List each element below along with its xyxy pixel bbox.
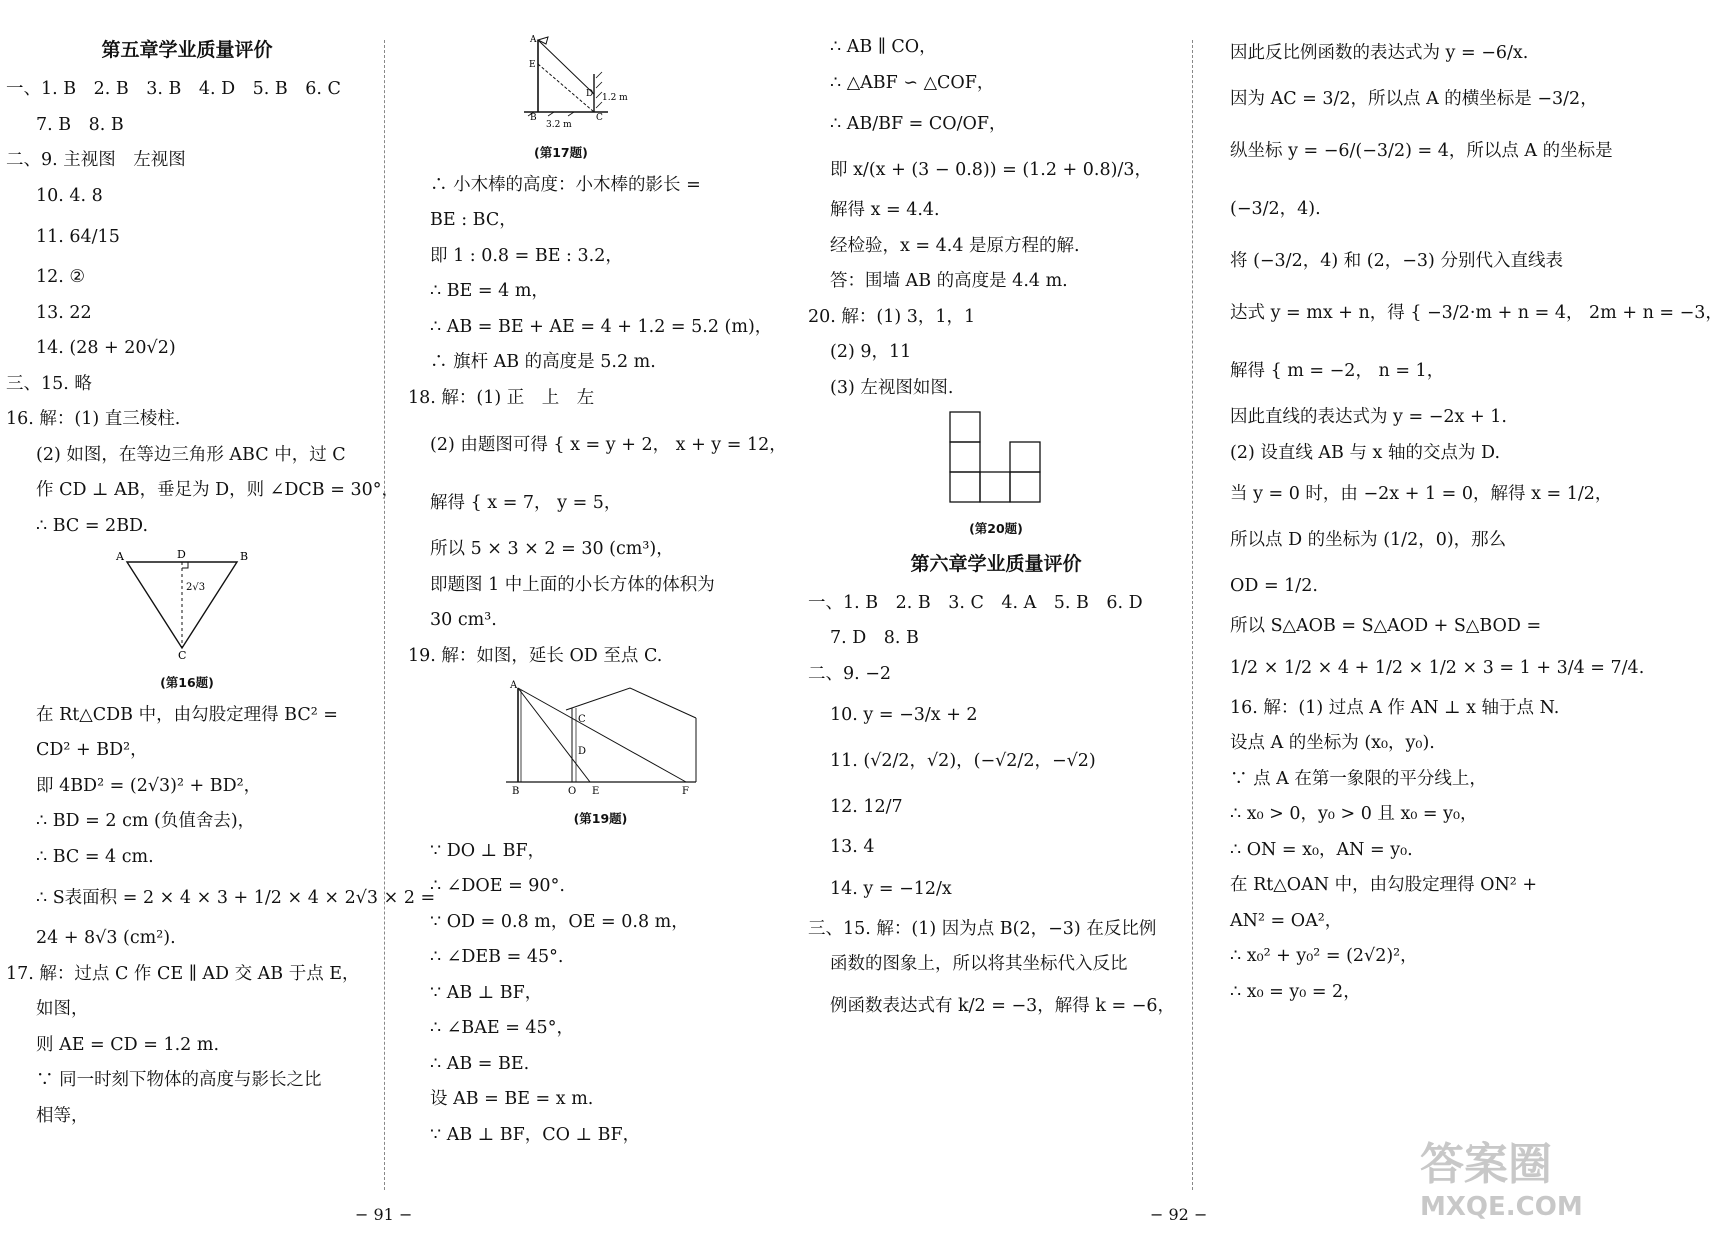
text-line: 14. (28 + 20√2) <box>36 338 176 358</box>
text-line: 16. 解：(1) 直三棱柱. <box>6 409 181 429</box>
text-line: AN² = OA²， <box>1230 910 1343 931</box>
text-line: 当 y = 0 时，由 −2x + 1 = 0，解得 x = 1/2， <box>1230 484 1613 504</box>
label-c: C <box>577 714 586 725</box>
text-line: ∵ DO ⊥ BF， <box>430 840 546 861</box>
figure-caption: (第17题) <box>534 144 588 160</box>
text-line: 解得 { m = −2， n = 1， <box>1230 361 1445 381</box>
figure-caption: (第19题) <box>573 810 628 826</box>
text-line: ∴ x₀ = y₀ = 2， <box>1230 981 1361 1002</box>
text-line: 13. 4 <box>830 837 875 857</box>
text-line: 相等， <box>36 1105 89 1126</box>
watermark-bottom: MXQE.COM <box>1420 1192 1583 1222</box>
text-line: 30 cm³. <box>430 610 497 630</box>
label-a: A <box>116 550 124 563</box>
text-line: 11. (√2/2，√2)，(−√2/2，−√2) <box>830 751 1096 771</box>
figure-caption: (第20题) <box>969 520 1023 536</box>
text-line: (2) 由题图可得 { x = y + 2， x + y = 12， <box>430 435 787 455</box>
text-line: 12. ② <box>36 267 86 287</box>
text-line: ∴ AB = BE. <box>430 1053 530 1074</box>
text-line: 三、15. 解：(1) 因为点 B(2，−3) 在反比例 <box>808 918 1157 939</box>
text-line: 作 CD ⊥ AB，垂足为 D，则 ∠DCB = 30°， <box>36 480 399 500</box>
text-line: 将 (−3/2，4) 和 (2，−3) 分别代入直线表 <box>1230 251 1563 271</box>
label-e: E <box>591 786 599 797</box>
column-1 <box>6 0 436 1205</box>
text-line: 则 AE = CD = 1.2 m. <box>36 1034 220 1055</box>
label-a: A <box>530 35 537 45</box>
label-c: C <box>596 113 603 123</box>
triangle-diagram <box>112 548 262 660</box>
text-line: 7. B 8. B <box>36 114 124 135</box>
text-line: ∴ BC = 2BD. <box>36 515 149 536</box>
text-line: 所以点 D 的坐标为 (1/2，0)，那么 <box>1230 530 1507 550</box>
text-line: 即 x/(x + (3 − 0.8)) = (1.2 + 0.8)/3， <box>830 160 1152 180</box>
text-line: 因此反比例函数的表达式为 y = −6/x. <box>1230 43 1529 63</box>
label-d: D <box>177 548 186 561</box>
text-line: 17. 解：过点 C 作 CE ∥ AD 交 AB 于点 E， <box>6 963 360 984</box>
text-line: 即题图 1 中上面的小长方体的体积为 <box>430 574 715 595</box>
text-line: 即 1 : 0.8 = BE : 3.2， <box>430 245 623 266</box>
text-line: ∴ ON = x₀，AN = y₀. <box>1230 839 1413 860</box>
text-line: 在 Rt△OAN 中，由勾股定理得 ON² + <box>1230 875 1538 895</box>
figure-16 <box>6 548 368 692</box>
text-line: 16. 解：(1) 过点 A 作 AN ⊥ x 轴于点 N. <box>1230 697 1560 718</box>
text-line: ∴ BD = 2 cm (负值舍去)， <box>36 811 256 831</box>
text-line: ∵ AB ⊥ BF， <box>430 982 543 1003</box>
text-line: 所以 5 × 3 × 2 = 30 (cm³)， <box>430 539 674 559</box>
page-number-left: − 91 − <box>355 1205 413 1224</box>
figure-caption: (第16题) <box>160 674 214 690</box>
text-line: ∴ BC = 4 cm. <box>36 846 154 867</box>
watermark <box>1420 1140 1590 1240</box>
text-line: 函数的图象上，所以将其坐标代入反比 <box>830 954 1128 974</box>
wall-house-diagram <box>496 678 706 796</box>
text-line: BE : BC， <box>430 210 517 230</box>
page-number-right: − 92 − <box>1150 1205 1208 1224</box>
text-line: ∴ AB = BE + AE = 4 + 1.2 = 5.2 (m)， <box>430 316 773 337</box>
text-line: 二、9. 主视图 左视图 <box>6 150 186 170</box>
text-line: 达式 y = mx + n，得 { −3/2·m + n = 4， 2m + n = −3， <box>1230 303 1723 323</box>
text-line: CD² + BD²， <box>36 740 148 760</box>
text-line: 纵坐标 y = −6/(−3/2) = 4，所以点 A 的坐标是 <box>1230 141 1613 161</box>
flagpole-diagram <box>516 34 636 130</box>
text-line: ∵ OD = 0.8 m，OE = 0.8 m， <box>430 911 689 932</box>
text-line: ∵ 点 A 在第一象限的平分线上， <box>1230 768 1487 789</box>
text-line: 因为 AC = 3/2，所以点 A 的横坐标是 −3/2， <box>1230 89 1598 109</box>
text-line: 解得 x = 4.4. <box>830 200 940 220</box>
label-f: F <box>681 786 689 797</box>
text-line: (−3/2，4). <box>1230 199 1321 219</box>
watermark-top: 答案圈 <box>1420 1139 1552 1190</box>
label-b: B <box>530 113 537 123</box>
text-line: ∴ AB ∥ CO， <box>830 37 937 57</box>
figure-17 <box>408 34 793 162</box>
text-line: ∴ AB/BF = CO/OF， <box>830 114 1007 134</box>
text-line: (2) 9，11 <box>830 342 912 362</box>
text-line: 所以 S△AOB = S△AOD + S△BOD = <box>1230 616 1542 636</box>
text-line: ∵ AB ⊥ BF，CO ⊥ BF， <box>430 1124 641 1145</box>
text-line: 在 Rt△CDB 中，由勾股定理得 BC² = <box>36 704 338 725</box>
text-line: ∴ ∠DEB = 45°. <box>430 947 564 967</box>
text-line: ∴ x₀² + y₀² = (2√2)²， <box>1230 946 1418 966</box>
text-line: 三、15. 略 <box>6 373 92 394</box>
text-line: 20. 解：(1) 3，1，1 <box>808 306 976 327</box>
text-line: 24 + 8√3 (cm²). <box>36 928 176 948</box>
text-line: ∴ S表面积 = 2 × 4 × 3 + 1/2 × 4 × 2√3 × 2 = <box>36 888 436 908</box>
label-o: O <box>567 786 576 797</box>
text-line: 14. y = −12/x <box>830 878 952 899</box>
label-a: A <box>509 680 517 691</box>
label-c: C <box>178 649 187 662</box>
text-line: 即 4BD² = (2√3)² + BD²， <box>36 775 262 796</box>
column-2 <box>408 0 793 1205</box>
chapter-title: 第五章学业质量评价 <box>101 39 273 61</box>
text-line: 经检验，x = 4.4 是原方程的解. <box>830 235 1080 256</box>
figure-19 <box>408 678 793 828</box>
text-line: ∴ △ABF ∽ △COF， <box>830 72 995 93</box>
label-d: D <box>586 89 594 99</box>
text-line: 解得 { x = 7， y = 5， <box>430 493 622 513</box>
label-length: 2√3 <box>186 582 206 593</box>
text-line: 19. 解：如图，延长 OD 至点 C. <box>408 645 663 666</box>
label-shadow: 3.2 m <box>546 120 572 130</box>
text-line: (2) 如图，在等边三角形 ABC 中，过 C <box>36 444 346 465</box>
label-b: B <box>511 786 519 797</box>
chapter-title: 第六章学业质量评价 <box>910 552 1082 575</box>
text-line: ∴ x₀ > 0，y₀ > 0 且 x₀ = y₀， <box>1230 804 1478 824</box>
text-line: 13. 22 <box>36 302 92 323</box>
column-3 <box>808 0 1184 1205</box>
column-4 <box>1230 0 1723 1205</box>
text-line: ∴ ∠BAE = 45°， <box>430 1018 574 1038</box>
left-view-grid <box>946 410 1046 506</box>
text-line: 答：围墙 AB 的高度是 4.4 m. <box>830 271 1068 291</box>
label-d: D <box>577 746 586 757</box>
text-line: ∵ 同一时刻下物体的高度与影长之比 <box>36 1070 322 1090</box>
text-line: ∴ ∠DOE = 90°. <box>430 876 565 896</box>
text-line: 7. D 8. B <box>830 628 919 648</box>
text-line: 18. 解：(1) 正 上 左 <box>408 387 595 408</box>
text-line: 设 AB = BE = x m. <box>430 1089 594 1109</box>
text-line: 11. 64/15 <box>36 227 120 247</box>
text-line: 一、1. B 2. B 3. C 4. A 5. B 6. D <box>808 592 1143 613</box>
text-line: 二、9. −2 <box>808 663 892 684</box>
column-divider <box>384 40 385 1190</box>
label-height: 1.2 m <box>602 93 628 103</box>
text-line: 如图， <box>36 999 89 1019</box>
text-line: 10. 4. 8 <box>36 185 103 206</box>
text-line: OD = 1/2. <box>1230 576 1318 596</box>
label-b: B <box>240 550 249 563</box>
label-e: E <box>529 60 536 70</box>
text-line: 10. y = −3/x + 2 <box>830 705 978 725</box>
text-line: 1/2 × 1/2 × 4 + 1/2 × 1/2 × 3 = 1 + 3/4 = 7/4. <box>1230 657 1645 678</box>
figure-20 <box>808 410 1184 538</box>
text-line: 12. 12/7 <box>830 797 903 817</box>
column-divider <box>1192 40 1193 1190</box>
text-line: ∴ 旗杆 AB 的高度是 5.2 m. <box>430 352 656 372</box>
text-line: 例函数表达式有 k/2 = −3，解得 k = −6， <box>830 995 1176 1016</box>
text-line: 设点 A 的坐标为 (x₀，y₀). <box>1230 733 1435 753</box>
text-line: (3) 左视图如图. <box>830 377 954 398</box>
text-line: ∴ 小木棒的高度：小木棒的影长 = <box>430 174 701 195</box>
text-line: ∴ BE = 4 m， <box>430 281 549 301</box>
text-line: (2) 设直线 AB 与 x 轴的交点为 D. <box>1230 442 1501 463</box>
text-line: 因此直线的表达式为 y = −2x + 1. <box>1230 407 1507 427</box>
text-line: 一、1. B 2. B 3. B 4. D 5. B 6. C <box>6 79 341 99</box>
